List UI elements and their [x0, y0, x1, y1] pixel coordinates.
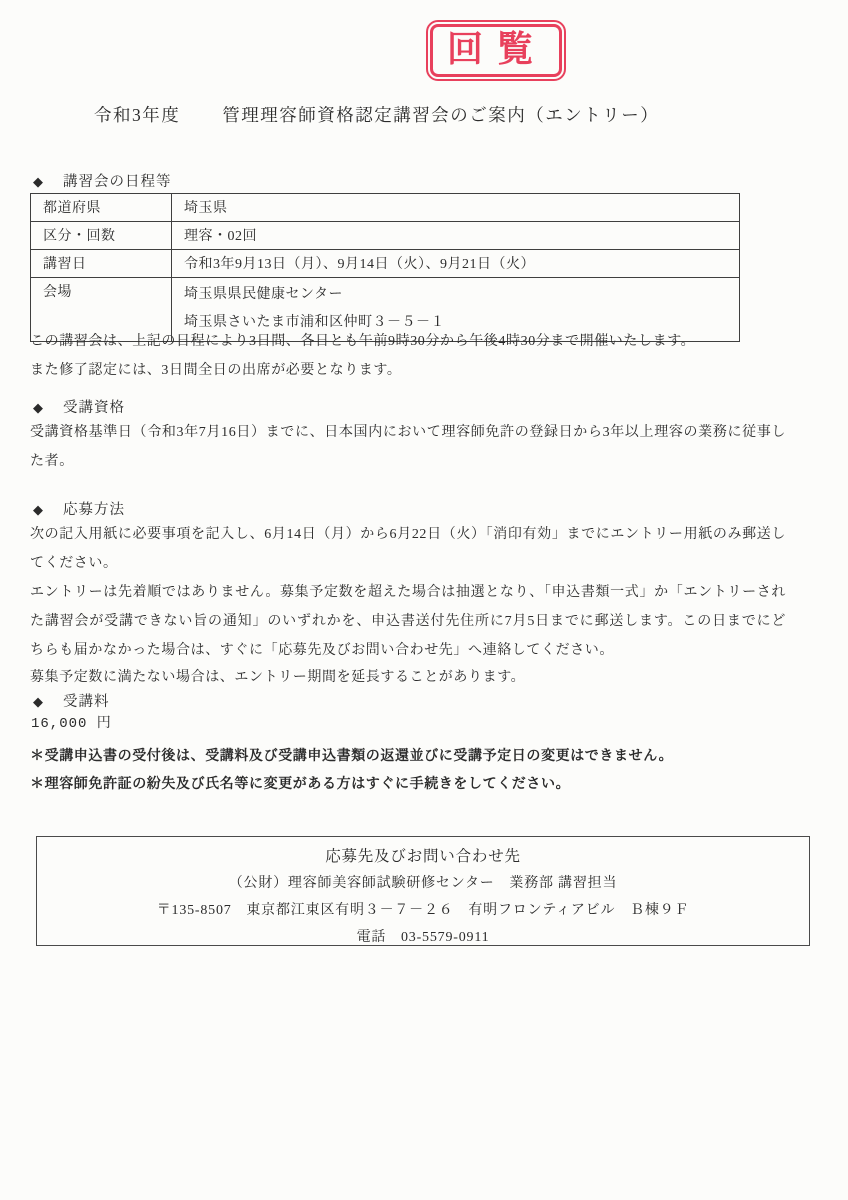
fee-note-2: ＊理容師免許証の紛失及び氏名等に変更がある方はすぐに手続きをしてください。 [30, 777, 571, 792]
diamond-bullet-icon: ◆ [33, 502, 44, 517]
row-value: 理容・02回 [172, 222, 740, 250]
application-paragraph-1: 次の記入用紙に必要事項を記入し、6月14日（月）から6月22日（火）「消印有効」までにエントリー用紙のみ郵送してください。 [30, 527, 786, 571]
contact-organization: （公財）理容師美容師試験研修センター 業務部 講習担当 [228, 876, 618, 891]
contact-box [36, 836, 810, 946]
row-label: 都道府県 [31, 194, 172, 222]
fee-note-1: ＊受講申込書の受付後は、受講料及び受講申込書類の返還並びに受講予定日の変更はできません。 [30, 749, 674, 764]
schedule-table [30, 193, 740, 342]
schedule-heading-label: 講習会の日程等 [63, 174, 172, 190]
eligibility-heading-label: 受講資格 [63, 400, 125, 416]
schedule-section-heading [33, 170, 172, 191]
application-paragraph-3: 募集予定数に満たない場合は、エントリー期間を延長することがあります。 [30, 670, 526, 685]
eligibility-section-heading [33, 396, 125, 417]
schedule-note-2: また修了認定には、3日間全日の出席が必要となります。 [30, 363, 402, 378]
row-label: 講習日 [31, 250, 172, 278]
table-row-prefecture [31, 194, 740, 222]
row-label: 区分・回数 [31, 222, 172, 250]
schedule-note-1: この講習会は、上記の日程により3日間、各日とも午前9時30分から午後4時30分まで開催いたします。 [30, 334, 696, 349]
fee-heading-label: 受講料 [63, 694, 110, 710]
fee-amount: 16,000 円 [31, 716, 112, 732]
document-title-year: 令和3年度 [94, 105, 181, 125]
contact-box-title: 応募先及びお問い合わせ先 [325, 848, 521, 865]
application-paragraph-2: エントリーは先着順ではありません。募集予定数を超えた場合は抽選となり、「申込書類一式」か「エントリーされた講習会が受講できない旨の通知」のいずれかを、申込書送付先住所に7月5日までに郵送します。この日までにどちらも届かなかった場合は、すぐに「応募先及びお問い合わせ先」へ連絡してください。 [30, 585, 786, 658]
circulation-stamp [426, 20, 566, 81]
eligibility-body: 受講資格基準日（令和3年7月16日）までに、日本国内において理容師免許の登録日から3年以上理容の業務に従事した者。 [30, 425, 786, 469]
diamond-bullet-icon: ◆ [33, 174, 44, 189]
diamond-bullet-icon: ◆ [33, 400, 44, 415]
document-title [94, 102, 659, 127]
contact-phone: 電話 03-5579-0911 [356, 930, 490, 945]
diamond-bullet-icon: ◆ [33, 694, 44, 709]
venue-address: 埼玉県さいたま市浦和区仲町３－５－１ [184, 315, 445, 330]
application-heading-label: 応募方法 [63, 502, 125, 518]
row-value: 埼玉県 [172, 194, 740, 222]
table-row-category [31, 222, 740, 250]
fee-section-heading [33, 690, 110, 711]
venue-name: 埼玉県県民健康センター [184, 287, 343, 302]
row-value: 令和3年9月13日（月）、9月14日（火）、9月21日（火） [172, 250, 740, 278]
document-title-main: 管理理容師資格認定講習会のご案内（エントリー） [222, 105, 660, 125]
row-label: 会場 [31, 278, 172, 342]
application-section-heading [33, 498, 125, 519]
table-row-dates [31, 250, 740, 278]
contact-address: 〒135-8507 東京都江東区有明３－７－２６ 有明フロンティアビル Ｂ棟９Ｆ [156, 903, 690, 918]
circulation-stamp-text: 回覧 [430, 24, 562, 77]
